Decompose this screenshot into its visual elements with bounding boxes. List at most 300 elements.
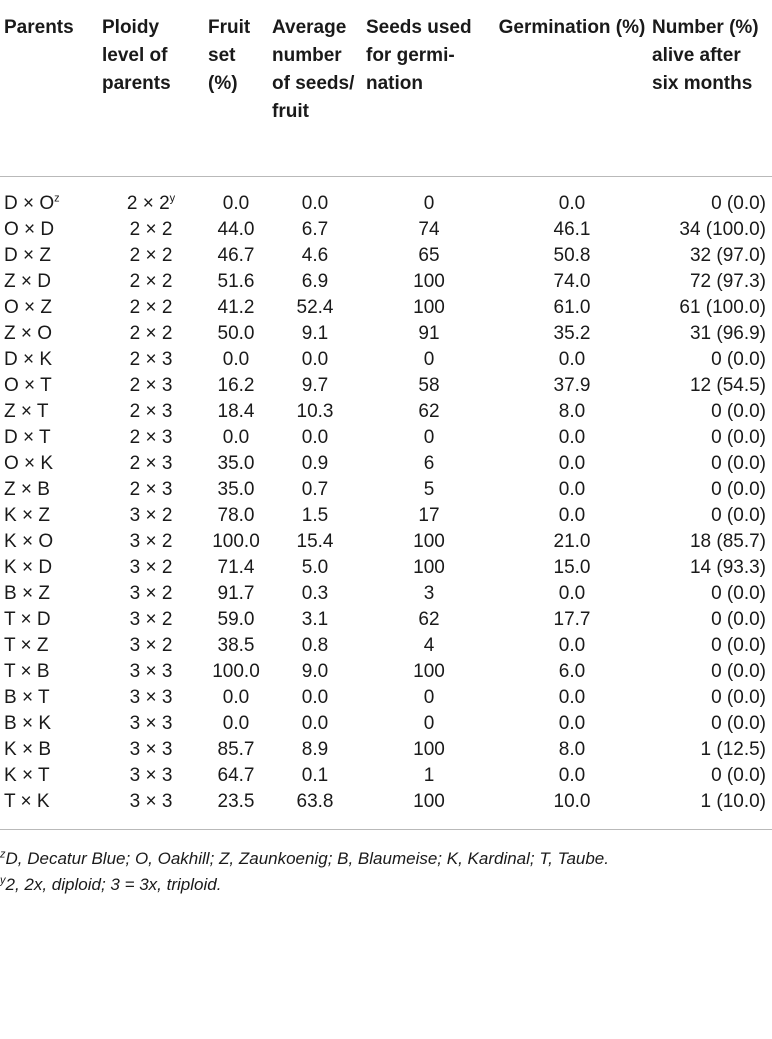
- cell-parents: [0, 789, 98, 830]
- cell-seeds-used: [362, 176, 496, 217]
- cell-fruit-set: [204, 737, 268, 763]
- cell-fruit-set: [204, 711, 268, 737]
- cell-avg-seeds: [268, 217, 362, 243]
- cell-seeds-used: [362, 425, 496, 451]
- cell-parents: [0, 477, 98, 503]
- cell-avg-seeds-value: 1.5: [301, 504, 329, 526]
- cell-seeds-used-value: 100: [413, 296, 445, 318]
- cell-parents: [0, 176, 98, 217]
- cell-alive-value: 0 (0.0): [711, 478, 766, 500]
- cell-germination-value: 0.0: [558, 192, 586, 214]
- cell-alive: [648, 373, 772, 399]
- cell-avg-seeds-value: 4.6: [301, 244, 329, 266]
- cell-seeds-used-value: 0: [423, 426, 435, 448]
- cell-fruit-set: [204, 243, 268, 269]
- cell-germination: [496, 217, 648, 243]
- header-fruit-set: Fruit set (%): [208, 17, 251, 94]
- cell-ploidy: [98, 399, 204, 425]
- cell-parents-value: T × B: [4, 660, 50, 682]
- cell-alive: [648, 321, 772, 347]
- header-row: [0, 0, 772, 176]
- cell-avg-seeds-value: 0.7: [301, 478, 329, 500]
- cell-fruit-set: [204, 295, 268, 321]
- cell-fruit-set: [204, 789, 268, 830]
- cell-avg-seeds: [268, 607, 362, 633]
- cell-avg-seeds: [268, 685, 362, 711]
- cell-alive: [648, 451, 772, 477]
- cell-germination: [496, 347, 648, 373]
- cell-parents-value: T × D: [4, 608, 51, 630]
- footnote-mark-z: z: [0, 847, 6, 860]
- cell-parents-value: K × T: [4, 764, 50, 786]
- cell-germination: [496, 763, 648, 789]
- cell-fruit-set: [204, 529, 268, 555]
- table-row: [0, 176, 772, 217]
- cell-alive: [648, 607, 772, 633]
- cell-alive-value: 0 (0.0): [711, 712, 766, 734]
- cell-avg-seeds-value: 3.1: [301, 608, 329, 630]
- footnote-text-z: D, Decatur Blue; O, Oakhill; Z, Zaunkoenig; B, Blaumeise; K, Kardinal; T, Taube.: [5, 848, 609, 868]
- cell-fruit-set: [204, 581, 268, 607]
- cell-avg-seeds-value: 6.9: [301, 270, 329, 292]
- cell-fruit-set-value: 78.0: [217, 504, 255, 526]
- cell-avg-seeds: [268, 425, 362, 451]
- cell-seeds-used-value: 0: [423, 348, 435, 370]
- cell-ploidy-value: 3 × 3: [129, 764, 173, 786]
- cell-seeds-used: [362, 451, 496, 477]
- cell-seeds-used: [362, 763, 496, 789]
- cell-seeds-used: [362, 321, 496, 347]
- cell-parents: [0, 425, 98, 451]
- cell-fruit-set-value: 35.0: [217, 452, 255, 474]
- cell-ploidy-value: 2 × 2: [129, 296, 173, 318]
- cell-germination-value: 8.0: [558, 400, 586, 422]
- cell-ploidy: [98, 763, 204, 789]
- cell-fruit-set-value: 18.4: [217, 400, 255, 422]
- table-row: [0, 633, 772, 659]
- cell-parents-value: T × K: [4, 790, 50, 812]
- cell-ploidy-value: 3 × 3: [129, 660, 173, 682]
- cell-ploidy-value: 3 × 2: [129, 556, 173, 578]
- cell-parents-value: D × K: [4, 348, 53, 370]
- table-row: [0, 685, 772, 711]
- cell-avg-seeds: [268, 243, 362, 269]
- table-row: [0, 789, 772, 830]
- cell-germination-value: 0.0: [558, 686, 586, 708]
- cell-seeds-used-value: 100: [413, 270, 445, 292]
- cell-fruit-set: [204, 269, 268, 295]
- cell-seeds-used: [362, 555, 496, 581]
- cell-seeds-used: [362, 529, 496, 555]
- cell-parents: [0, 217, 98, 243]
- cell-parents: [0, 529, 98, 555]
- cell-alive-value: 18 (85.7): [689, 530, 766, 552]
- cell-ploidy: [98, 295, 204, 321]
- cell-germination: [496, 373, 648, 399]
- cell-alive: [648, 243, 772, 269]
- cell-fruit-set: [204, 763, 268, 789]
- cell-germination-value: 0.0: [558, 582, 586, 604]
- cell-alive-value: 0 (0.0): [711, 348, 766, 370]
- cell-ploidy-value: 2 × 2: [129, 244, 173, 266]
- cell-seeds-used-value: 91: [418, 322, 440, 344]
- table-row: [0, 659, 772, 685]
- cell-avg-seeds-value: 15.4: [296, 530, 334, 552]
- cell-germination: [496, 321, 648, 347]
- cell-ploidy: [98, 477, 204, 503]
- cell-ploidy-value: 3 × 3: [129, 686, 173, 708]
- cell-parents-footnote-mark: z: [54, 192, 60, 205]
- cell-germination-value: 37.9: [553, 374, 591, 396]
- cell-ploidy: [98, 685, 204, 711]
- cell-parents: [0, 685, 98, 711]
- cell-ploidy: [98, 425, 204, 451]
- cell-germination: [496, 399, 648, 425]
- cell-parents: [0, 607, 98, 633]
- cell-germination: [496, 529, 648, 555]
- cell-ploidy: [98, 737, 204, 763]
- cell-alive: [648, 399, 772, 425]
- cell-seeds-used: [362, 581, 496, 607]
- cell-germination: [496, 477, 648, 503]
- cell-germination-value: 0.0: [558, 478, 586, 500]
- cell-parents-value: Z × T: [4, 400, 49, 422]
- cell-seeds-used: [362, 217, 496, 243]
- cell-germination-value: 0.0: [558, 452, 586, 474]
- header-parents: Parents: [4, 17, 74, 38]
- cell-alive: [648, 659, 772, 685]
- cell-ploidy-value: 2 × 3: [129, 374, 173, 396]
- cell-alive: [648, 217, 772, 243]
- cell-avg-seeds-value: 8.9: [301, 738, 329, 760]
- cell-germination-value: 0.0: [558, 348, 586, 370]
- cell-alive-value: 72 (97.3): [689, 270, 766, 292]
- cell-parents: [0, 347, 98, 373]
- cell-seeds-used-value: 100: [413, 790, 445, 812]
- table-row: [0, 451, 772, 477]
- table-row: [0, 607, 772, 633]
- cell-seeds-used-value: 4: [423, 634, 435, 656]
- cell-ploidy: [98, 581, 204, 607]
- cell-parents-value: O × D: [4, 218, 55, 240]
- cell-germination-value: 0.0: [558, 712, 586, 734]
- cell-avg-seeds-value: 63.8: [296, 790, 334, 812]
- cell-alive-value: 0 (0.0): [711, 452, 766, 474]
- cell-avg-seeds: [268, 321, 362, 347]
- cell-alive-value: 0 (0.0): [711, 686, 766, 708]
- cell-alive-value: 0 (0.0): [711, 426, 766, 448]
- cell-fruit-set: [204, 176, 268, 217]
- cell-alive: [648, 477, 772, 503]
- cell-germination: [496, 425, 648, 451]
- cell-alive: [648, 529, 772, 555]
- cell-alive: [648, 685, 772, 711]
- cell-fruit-set-value: 0.0: [222, 712, 250, 734]
- table-row: [0, 711, 772, 737]
- cell-alive: [648, 789, 772, 830]
- cell-ploidy-value: 2 × 2: [129, 322, 173, 344]
- cell-parents: [0, 659, 98, 685]
- header-avg-seeds: Average number of seeds/ fruit: [272, 17, 355, 122]
- table-row: [0, 581, 772, 607]
- cell-parents: [0, 555, 98, 581]
- cell-alive-value: 1 (10.0): [700, 790, 766, 812]
- cell-seeds-used: [362, 243, 496, 269]
- cell-parents-value: B × T: [4, 686, 50, 708]
- cell-ploidy: [98, 217, 204, 243]
- cell-germination: [496, 685, 648, 711]
- cell-fruit-set-value: 100.0: [212, 530, 260, 552]
- cell-avg-seeds: [268, 295, 362, 321]
- cell-seeds-used: [362, 503, 496, 529]
- table-body: [0, 176, 772, 829]
- cell-alive-value: 0 (0.0): [711, 634, 766, 656]
- cell-parents-value: D × Z: [4, 244, 51, 266]
- cell-avg-seeds: [268, 269, 362, 295]
- cell-avg-seeds: [268, 347, 362, 373]
- cell-ploidy-value: 2 × 2: [126, 192, 170, 214]
- cell-germination: [496, 555, 648, 581]
- cell-avg-seeds-value: 0.0: [301, 686, 329, 708]
- cell-alive: [648, 737, 772, 763]
- cell-avg-seeds-value: 52.4: [296, 296, 334, 318]
- cell-ploidy-value: 2 × 3: [129, 478, 173, 500]
- cell-ploidy-value: 3 × 3: [129, 712, 173, 734]
- cell-avg-seeds-value: 9.1: [301, 322, 329, 344]
- cell-seeds-used: [362, 295, 496, 321]
- cell-fruit-set: [204, 633, 268, 659]
- cell-seeds-used: [362, 789, 496, 830]
- cell-germination: [496, 789, 648, 830]
- footnote-text-y: 2, 2x, diploid; 3 = 3x, triploid.: [5, 874, 222, 894]
- cell-seeds-used-value: 100: [413, 556, 445, 578]
- cell-avg-seeds: [268, 711, 362, 737]
- cell-fruit-set-value: 41.2: [217, 296, 255, 318]
- cell-ploidy: [98, 711, 204, 737]
- table-row: [0, 269, 772, 295]
- cell-avg-seeds: [268, 176, 362, 217]
- cell-germination: [496, 737, 648, 763]
- cell-avg-seeds-value: 0.9: [301, 452, 329, 474]
- cell-parents: [0, 581, 98, 607]
- cell-germination-value: 0.0: [558, 764, 586, 786]
- cell-fruit-set-value: 44.0: [217, 218, 255, 240]
- cell-seeds-used-value: 3: [423, 582, 435, 604]
- cell-avg-seeds-value: 0.0: [301, 348, 329, 370]
- cell-seeds-used-value: 100: [413, 530, 445, 552]
- cell-alive-value: 0 (0.0): [711, 660, 766, 682]
- cell-fruit-set-value: 0.0: [222, 192, 250, 214]
- cell-fruit-set-value: 16.2: [217, 374, 255, 396]
- cell-ploidy: [98, 789, 204, 830]
- cell-seeds-used: [362, 347, 496, 373]
- cell-avg-seeds-value: 0.1: [301, 764, 329, 786]
- cell-parents: [0, 451, 98, 477]
- cell-fruit-set-value: 35.0: [217, 478, 255, 500]
- cell-alive-value: 61 (100.0): [679, 296, 766, 318]
- cell-germination-value: 46.1: [553, 218, 591, 240]
- cell-germination: [496, 451, 648, 477]
- cell-ploidy-value: 2 × 2: [129, 218, 173, 240]
- cell-parents: [0, 763, 98, 789]
- table-row: [0, 373, 772, 399]
- cell-seeds-used-value: 0: [423, 686, 435, 708]
- cell-alive: [648, 763, 772, 789]
- table-row: [0, 763, 772, 789]
- cell-ploidy-value: 2 × 3: [129, 400, 173, 422]
- cell-seeds-used: [362, 633, 496, 659]
- cell-alive-value: 1 (12.5): [700, 738, 766, 760]
- footnotes: [0, 830, 772, 898]
- cell-avg-seeds: [268, 633, 362, 659]
- cell-avg-seeds-value: 0.0: [301, 426, 329, 448]
- cell-ploidy: [98, 269, 204, 295]
- cell-parents-value: D × O: [4, 192, 55, 214]
- cell-germination-value: 21.0: [553, 530, 591, 552]
- cell-fruit-set: [204, 321, 268, 347]
- cell-fruit-set: [204, 659, 268, 685]
- cell-germination: [496, 633, 648, 659]
- cell-parents: [0, 633, 98, 659]
- cell-alive-value: 34 (100.0): [679, 218, 766, 240]
- table-row: [0, 399, 772, 425]
- cell-parents-value: K × B: [4, 738, 51, 760]
- cell-alive-value: 32 (97.0): [689, 244, 766, 266]
- cell-avg-seeds: [268, 581, 362, 607]
- cell-seeds-used-value: 100: [413, 660, 445, 682]
- cell-germination: [496, 581, 648, 607]
- cell-alive: [648, 503, 772, 529]
- header-ploidy: Ploidy level of parents: [102, 17, 171, 94]
- cell-avg-seeds: [268, 477, 362, 503]
- footnote-z: [0, 846, 772, 872]
- cell-parents-value: Z × O: [4, 322, 53, 344]
- table-row: [0, 243, 772, 269]
- cell-avg-seeds-value: 0.0: [301, 192, 329, 214]
- cell-germination-value: 15.0: [553, 556, 591, 578]
- cell-alive: [648, 176, 772, 217]
- table-row: [0, 529, 772, 555]
- cell-ploidy: [98, 503, 204, 529]
- cell-seeds-used-value: 65: [418, 244, 440, 266]
- cell-ploidy-value: 3 × 2: [129, 530, 173, 552]
- cell-ploidy: [98, 176, 204, 217]
- cell-ploidy: [98, 321, 204, 347]
- cell-ploidy-value: 2 × 3: [129, 452, 173, 474]
- cell-ploidy-value: 3 × 2: [129, 634, 173, 656]
- cell-seeds-used-value: 62: [418, 608, 440, 630]
- cell-fruit-set: [204, 477, 268, 503]
- header-germination: Germination (%): [498, 17, 646, 38]
- cell-seeds-used: [362, 269, 496, 295]
- cell-avg-seeds-value: 9.7: [301, 374, 329, 396]
- cell-fruit-set-value: 71.4: [217, 556, 255, 578]
- cell-avg-seeds-value: 5.0: [301, 556, 329, 578]
- cell-germination: [496, 295, 648, 321]
- cell-fruit-set-value: 59.0: [217, 608, 255, 630]
- cell-fruit-set-value: 50.0: [217, 322, 255, 344]
- cell-germination: [496, 711, 648, 737]
- cell-fruit-set-value: 91.7: [217, 582, 255, 604]
- cell-germination-value: 0.0: [558, 504, 586, 526]
- cell-parents-value: T × Z: [4, 634, 49, 656]
- cell-parents-value: Z × B: [4, 478, 50, 500]
- footnote-y: [0, 872, 772, 898]
- cell-parents-value: Z × D: [4, 270, 51, 292]
- cell-parents: [0, 711, 98, 737]
- cell-fruit-set: [204, 685, 268, 711]
- cell-parents-value: B × K: [4, 712, 51, 734]
- cell-parents-value: K × D: [4, 556, 53, 578]
- cell-alive-value: 0 (0.0): [711, 192, 766, 214]
- cell-avg-seeds-value: 9.0: [301, 660, 329, 682]
- table-row: [0, 295, 772, 321]
- cell-avg-seeds: [268, 763, 362, 789]
- cell-ploidy-footnote-mark: y: [169, 192, 176, 205]
- cell-ploidy-value: 3 × 2: [129, 582, 173, 604]
- table-row: [0, 321, 772, 347]
- cell-germination: [496, 243, 648, 269]
- cell-avg-seeds-value: 0.8: [301, 634, 329, 656]
- cell-parents-value: B × Z: [4, 582, 50, 604]
- cell-germination-value: 10.0: [553, 790, 591, 812]
- cell-seeds-used-value: 62: [418, 400, 440, 422]
- cell-fruit-set-value: 38.5: [217, 634, 255, 656]
- cell-germination-value: 6.0: [558, 660, 586, 682]
- table-row: [0, 347, 772, 373]
- cell-fruit-set: [204, 607, 268, 633]
- cell-alive-value: 31 (96.9): [689, 322, 766, 344]
- cell-avg-seeds: [268, 737, 362, 763]
- table-row: [0, 217, 772, 243]
- cell-ploidy: [98, 607, 204, 633]
- cell-alive: [648, 555, 772, 581]
- cell-germination-value: 61.0: [553, 296, 591, 318]
- cell-parents: [0, 737, 98, 763]
- cell-germination-value: 8.0: [558, 738, 586, 760]
- cell-alive-value: 12 (54.5): [689, 374, 766, 396]
- cell-parents-value: O × K: [4, 452, 54, 474]
- cell-parents: [0, 399, 98, 425]
- cell-ploidy-value: 3 × 2: [129, 608, 173, 630]
- cell-ploidy-value: 2 × 3: [129, 426, 173, 448]
- cell-germination: [496, 503, 648, 529]
- cell-alive-value: 0 (0.0): [711, 764, 766, 786]
- cell-seeds-used-value: 0: [423, 192, 435, 214]
- cell-fruit-set-value: 0.0: [222, 426, 250, 448]
- cell-alive-value: 0 (0.0): [711, 582, 766, 604]
- cell-parents: [0, 321, 98, 347]
- table-row: [0, 503, 772, 529]
- cell-fruit-set: [204, 425, 268, 451]
- cell-ploidy: [98, 659, 204, 685]
- cell-ploidy: [98, 555, 204, 581]
- cell-avg-seeds: [268, 555, 362, 581]
- cell-germination: [496, 607, 648, 633]
- cell-avg-seeds-value: 6.7: [301, 218, 329, 240]
- footnote-mark-y: y: [0, 873, 6, 886]
- cell-seeds-used: [362, 711, 496, 737]
- cell-seeds-used: [362, 399, 496, 425]
- cell-seeds-used: [362, 659, 496, 685]
- cell-fruit-set-value: 64.7: [217, 764, 255, 786]
- cell-avg-seeds: [268, 789, 362, 830]
- cell-ploidy: [98, 633, 204, 659]
- header-seeds-used: Seeds used for germi-nation: [366, 17, 472, 94]
- cell-ploidy: [98, 347, 204, 373]
- cell-germination-value: 0.0: [558, 426, 586, 448]
- cell-avg-seeds-value: 0.0: [301, 712, 329, 734]
